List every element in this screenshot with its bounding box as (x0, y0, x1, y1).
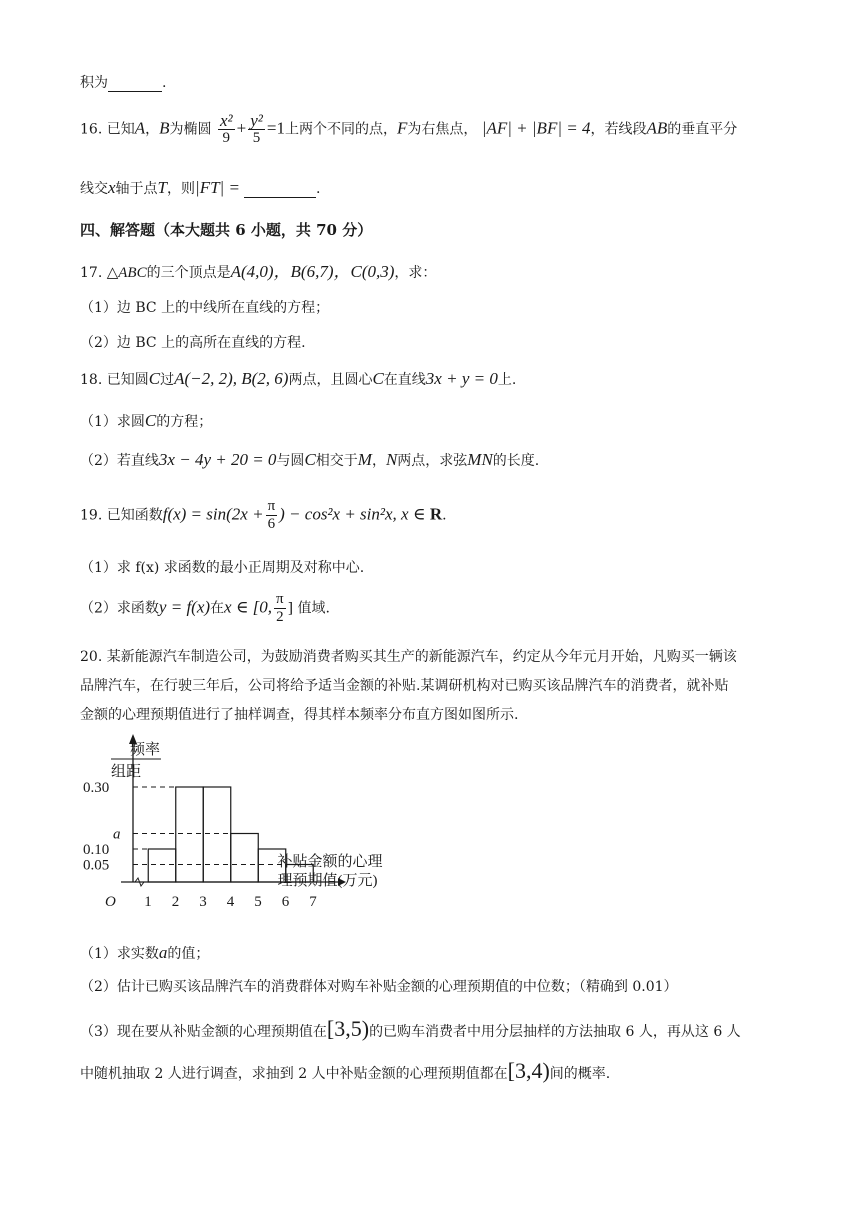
q20-text: （3）现在要从补贴金额的心理预期值在 (80, 1024, 327, 1040)
q18-text: 上. (497, 372, 517, 388)
y-tick-label: 0.05 (83, 857, 110, 874)
q16-text: 已知 (106, 121, 135, 138)
x-tick-label: 2 (171, 894, 180, 910)
question-18 (80, 369, 516, 389)
x-tick-label: 4 (226, 894, 235, 910)
q18-text: 相交于 (315, 453, 358, 469)
point-n: N (385, 450, 398, 469)
q17-text: ，求： (394, 265, 437, 281)
y-tick-label: a (113, 826, 121, 843)
q16-focus-f: F (396, 118, 408, 138)
q20-text: 中随机抽取 2 人进行调查，求抽到 2 人中补贴金额的心理预期值都在 (80, 1066, 508, 1082)
q20-text: 的值； (167, 946, 210, 962)
fraction-numerator: y² (250, 111, 263, 130)
q16-text: 线交 (80, 181, 108, 197)
q18-text: 与圆 (276, 453, 305, 469)
x-tick-label: 3 (199, 894, 207, 910)
q18-text: （2）若直线 (80, 453, 159, 469)
q18-text: 两点，求弦 (397, 453, 468, 469)
fraction-denominator: 9 (222, 130, 231, 146)
question-number: 18. (80, 372, 103, 388)
q20-line2: 品牌汽车，在行驶三年后，公司将给予适当金额的补贴.某调研机构对已购买该品牌汽车的消费者，就补贴 (80, 678, 729, 694)
histogram-bar (203, 787, 231, 882)
q18-part1 (80, 411, 212, 431)
q17-text: 的三个顶点是 (146, 265, 231, 281)
x-tick-label: 6 (281, 894, 290, 910)
q18-line2-equation: 3x − 4y + 20 = 0 (158, 450, 277, 469)
fraction-numerator: x² (219, 111, 233, 130)
q18-line-equation: 3x + y = 0 (425, 369, 498, 388)
q20-text: （1）求实数 (80, 946, 159, 962)
period: . (442, 507, 447, 524)
q20-line3: 金额的心理预期值进行了抽样调查，得其样本频率分布直方图如图所示. (80, 707, 519, 723)
q15-tail: 积为 . (80, 75, 167, 91)
q18-text: 过 (160, 372, 175, 388)
q16-text: 上两个不同的点， (284, 121, 397, 138)
q19-text: ] 值域. (287, 600, 330, 617)
q19-function: y = f(x) (158, 597, 211, 617)
y-tick-label: 0.30 (83, 780, 110, 796)
period: . (315, 181, 321, 197)
q19-text: （2）求函数 (80, 600, 159, 617)
q16-x-axis: x (108, 178, 116, 197)
q19-text: 已知函数 (106, 507, 163, 524)
fraction-pi-over-6 (266, 498, 278, 533)
question-19 (80, 498, 447, 533)
fraction-y2-over-5 (248, 112, 265, 147)
section-heading: 四、解答题（本大题共 6 小题，共 70 分） (80, 221, 373, 239)
q20-text: 间的概率. (549, 1066, 611, 1082)
q20-text: 的已购车消费者中用分层抽样的方法抽取 6 人，再从这 6 人 (369, 1024, 741, 1040)
q16-comma: ， (145, 121, 160, 138)
q16-text: 为椭圆 (169, 121, 212, 138)
fraction-denominator: 2 (276, 609, 284, 625)
x-axis-label-line1: 补贴金额的心理 (277, 854, 383, 870)
q20-part3-line2 (80, 1058, 610, 1084)
q20-part1 (80, 943, 209, 963)
circle-c: C (148, 369, 161, 388)
question-number: 16. (80, 121, 103, 138)
x-axis-label-line2: 理预期值(万元) (277, 873, 378, 889)
q16-point-t: T (157, 178, 168, 197)
question-16-line2 (80, 178, 320, 198)
y-axis-label-bottom: 组距 (111, 764, 142, 780)
question-number: 17. (80, 265, 103, 281)
x-tick-label: 1 (144, 894, 152, 910)
q16-ft-expression: |FT| = (195, 178, 240, 197)
q18-text: 的方程； (156, 414, 213, 430)
q17-part2: （2）边 BC 上的高所在直线的方程. (80, 335, 306, 351)
q20-part2: （2）估计已购买该品牌汽车的消费群体对购车补贴金额的心理预期值的中位数；（精确到 0.01） (80, 979, 678, 995)
histogram-bar (231, 834, 259, 883)
fraction-numerator: π (276, 591, 284, 607)
fraction-pi-over-2 (274, 591, 286, 626)
interval-3-5: [3,5) (326, 1016, 370, 1041)
q16-segment-ab: AB (646, 118, 668, 138)
q17-points: A(4,0)，B(6,7)，C(0,3) (230, 262, 395, 281)
circle-c: C (372, 369, 384, 388)
q19-part2 (80, 591, 330, 626)
q16-text: 为右焦点， (407, 121, 478, 138)
q19-function-part2: ) − cos²x + sin²x, x ∈ (279, 504, 426, 524)
fraction-numerator: π (267, 498, 276, 514)
q18-text: 的长度. (492, 453, 540, 469)
variable-a: a (158, 943, 168, 962)
q16-text: 轴于点 (115, 181, 158, 197)
q16-text: ，若线段 (590, 121, 647, 138)
y-axis-label-top: 频率 (130, 742, 161, 758)
circle-c: C (304, 450, 316, 469)
q18-points: A(−2, 2), B(2, 6) (174, 369, 289, 388)
origin-label: O (105, 894, 116, 910)
fraction-denominator: 6 (267, 516, 276, 532)
q19-part1: （1）求 f(x) 求函数的最小正周期及对称中心. (80, 560, 365, 576)
q18-text: 两点，且圆心 (288, 372, 373, 388)
q19-function-part1: f(x) = sin(2x + (162, 504, 264, 524)
x-tick-label: 5 (254, 894, 262, 910)
question-number: 19. (80, 507, 103, 524)
answer-blank (108, 75, 162, 92)
q16-text: ，则 (167, 181, 196, 197)
q15-tail-text: 积为 (80, 75, 108, 91)
equals-one: =1 (266, 118, 285, 138)
q16-point-a: A (134, 118, 146, 138)
frequency-histogram (75, 732, 465, 932)
interval-3-4: [3,4) (507, 1058, 550, 1083)
point-m: M (357, 450, 372, 469)
fraction-x2-over-9 (218, 112, 235, 147)
q16-point-b: B (159, 118, 170, 138)
fraction-denominator: 5 (252, 130, 261, 146)
histogram-bar (148, 849, 176, 882)
q18-part2: （2）若直线3x − 4y + 20 = 0与圆C相交于M，N两点，求弦MN的长度. (80, 450, 540, 469)
q20-part3-line1 (80, 1016, 741, 1042)
histogram-bar (176, 787, 204, 882)
circle-c: C (144, 411, 157, 430)
triangle-abc: △ABC (106, 265, 147, 281)
answer-blank (244, 181, 316, 198)
q19-interval-start: x ∈ [0, (224, 597, 273, 617)
q16-abs-expression: |AF| + |BF| = 4 (481, 118, 591, 138)
q17-part1: （1）边 BC 上的中线所在直线的方程； (80, 300, 330, 316)
q16-text: 的垂直平分 (667, 121, 738, 138)
q18-text: 已知圆 (106, 372, 149, 388)
q18-text: 在直线 (383, 372, 426, 388)
question-16-line1 (80, 112, 737, 147)
q20-line1: 20. 某新能源汽车制造公司，为鼓励消费者购买其生产的新能源汽车，约定从今年元月开始，凡购买一辆该 (80, 649, 737, 665)
x-tick-label: 7 (309, 894, 317, 910)
chord-mn: MN (467, 450, 493, 469)
real-numbers-symbol: R (429, 504, 443, 524)
q18-text: （1）求圆 (80, 414, 145, 430)
plus-sign: + (236, 118, 247, 138)
y-tick-label: 0.10 (83, 842, 110, 858)
q19-text: 在 (210, 600, 225, 617)
question-17 (80, 257, 436, 282)
